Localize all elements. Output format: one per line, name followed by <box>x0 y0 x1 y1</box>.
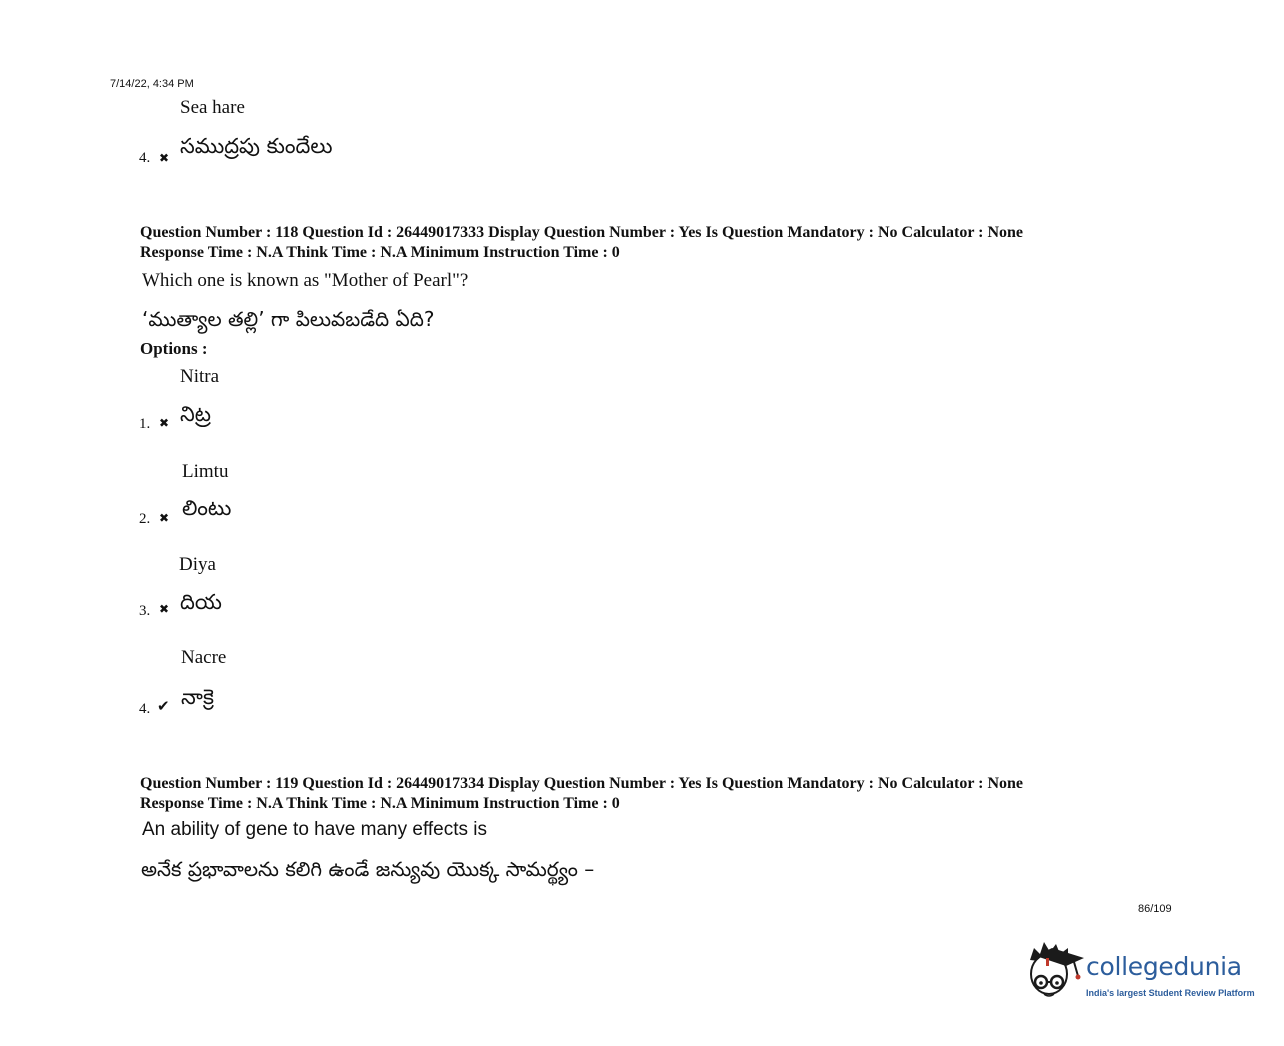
option-number: 4. <box>139 150 151 166</box>
check-icon: ✔ <box>157 697 170 715</box>
logo-wordmark: collegedunia <box>1086 952 1242 981</box>
question-text-english: An ability of gene to have many effects is <box>142 819 488 840</box>
question-meta-line: Question Number : 118 Question Id : 26449017333 Display Question Number : Yes Is Question Mandatory : No Calculator : None <box>140 224 1024 241</box>
option-number: 2. <box>139 511 151 527</box>
question-meta-line: Question Number : 119 Question Id : 26449017334 Display Question Number : Yes Is Question Mandatory : No Calculator : None <box>140 775 1024 792</box>
page-number: 86/109 <box>1138 903 1172 915</box>
option-english-text: Sea hare <box>180 97 245 118</box>
option-english-text: Diya <box>179 554 216 575</box>
mascot-icon <box>1022 938 1086 1010</box>
option-telugu-text: నిట్ర <box>180 402 211 426</box>
options-label: Options : <box>140 339 208 358</box>
option-english-text: Limtu <box>182 461 229 482</box>
option-number: 1. <box>139 416 151 432</box>
option-number: 3. <box>139 603 151 619</box>
question-meta-line: Response Time : N.A Think Time : N.A Minimum Instruction Time : 0 <box>140 244 620 261</box>
collegedunia-logo <box>1022 938 1262 1010</box>
cross-icon: ✖ <box>159 151 170 165</box>
question-text-telugu: ‘ముత్యాల తల్లి’ గా పిలువబడేది ఏది? <box>142 307 435 331</box>
question-text-telugu: అనేక ప్రభావాలను కలిగి ఉండే జన్యువు యొక్క సామర్థ్యం – <box>141 857 595 881</box>
print-timestamp: 7/14/22, 4:34 PM <box>110 78 194 90</box>
option-telugu-text: సముద్రపు కుందేలు <box>180 134 333 158</box>
option-telugu-text: లింటు <box>182 496 232 520</box>
option-number: 4. <box>139 701 151 717</box>
option-english-text: Nacre <box>181 647 227 668</box>
option-english-text: Nitra <box>180 366 220 387</box>
logo-tagline: India's largest Student Review Platform <box>1086 988 1255 998</box>
question-text-english: Which one is known as "Mother of Pearl"? <box>142 270 469 291</box>
option-telugu-text: నాక్రె <box>181 685 214 709</box>
question-meta-line: Response Time : N.A Think Time : N.A Minimum Instruction Time : 0 <box>140 795 620 812</box>
cross-icon: ✖ <box>159 416 170 430</box>
cross-icon: ✖ <box>159 511 170 525</box>
option-telugu-text: దియ <box>180 590 222 614</box>
cross-icon: ✖ <box>159 602 170 616</box>
